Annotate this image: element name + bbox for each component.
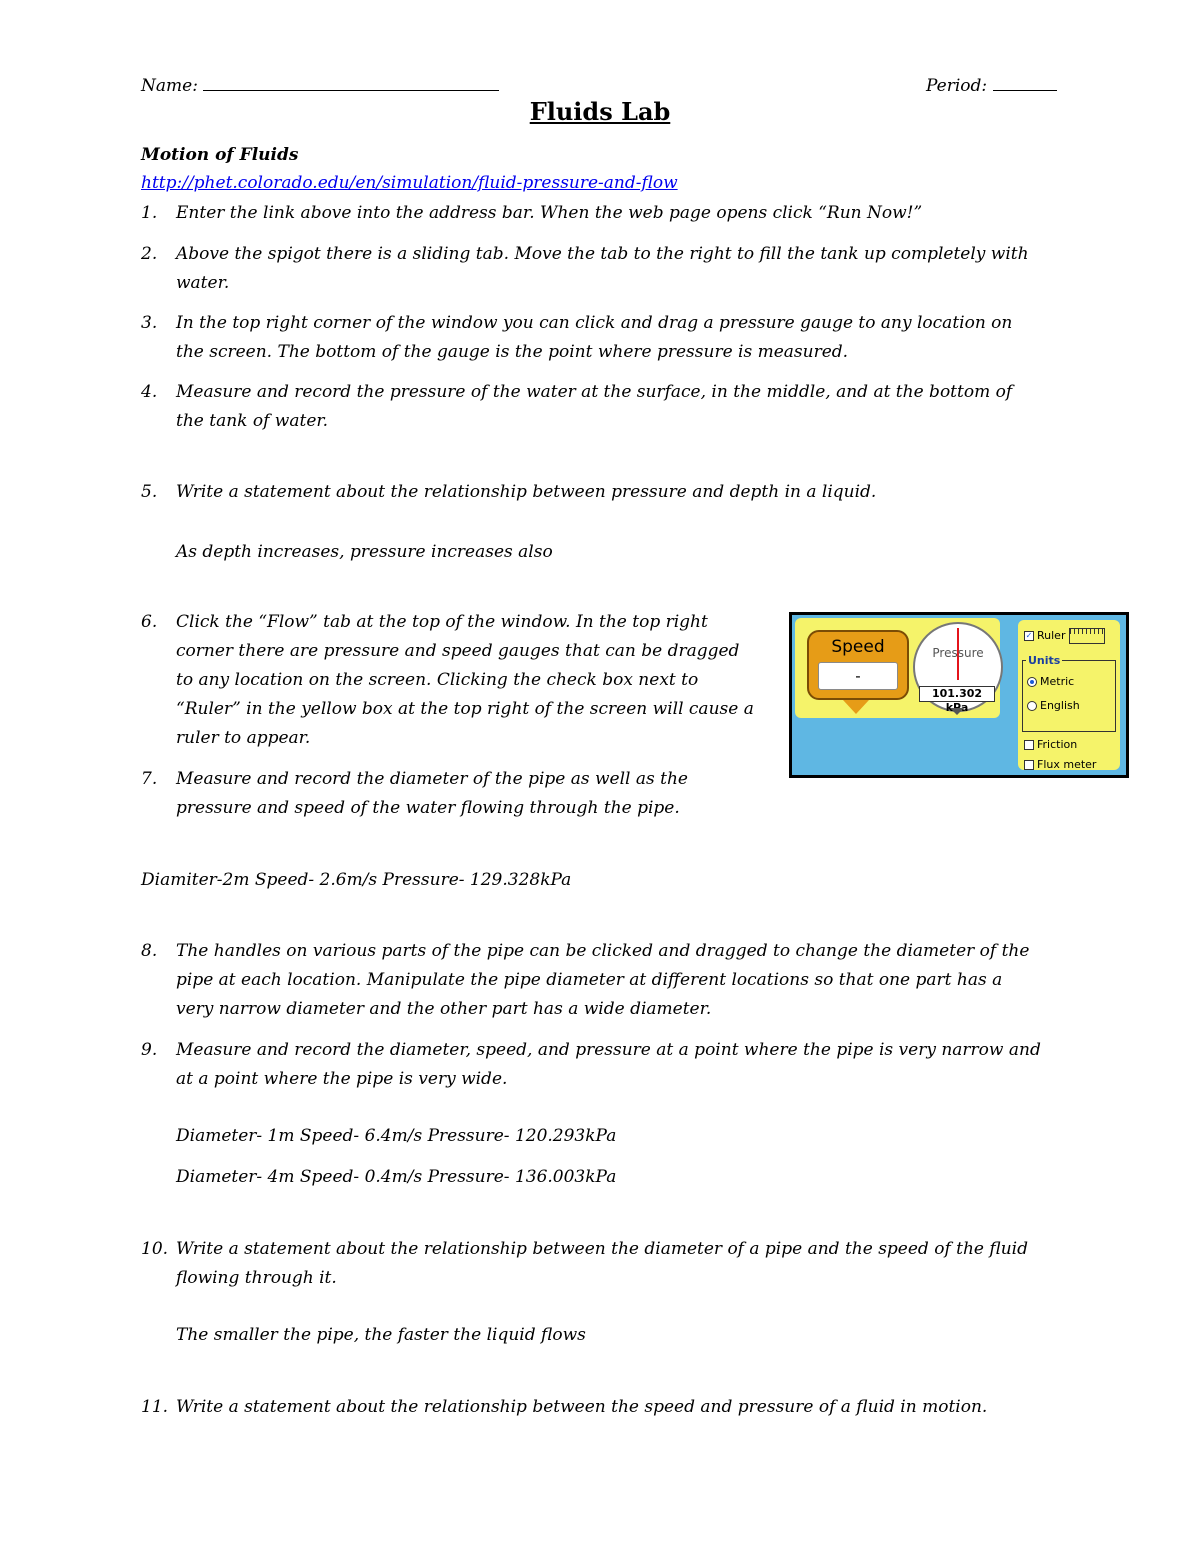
item-number: 11. bbox=[141, 1397, 169, 1417]
item-7-text bbox=[176, 765, 776, 823]
item-number: 5. bbox=[141, 482, 158, 502]
item-line: water. bbox=[176, 273, 230, 293]
name-label: Name: bbox=[141, 76, 198, 96]
answer-5: As depth increases, pressure increases also bbox=[176, 542, 553, 562]
period-label: Period: bbox=[926, 76, 988, 96]
answer-7: Diamiter-2m Speed- 2.6m/s Pressure- 129.328kPa bbox=[141, 870, 572, 890]
ruler-checkbox-icon[interactable]: ✓ bbox=[1025, 631, 1033, 640]
item-line: In the top right corner of the window you can click and drag a pressure gauge to any location on bbox=[176, 313, 1013, 333]
english-option[interactable] bbox=[1027, 699, 1080, 712]
item-line: Click the “Flow” tab at the top of the window. In the top right bbox=[176, 612, 708, 632]
simulation-link[interactable]: http://phet.colorado.edu/en/simulation/fluid-pressure-and-flow bbox=[141, 173, 678, 193]
speed-pointer-icon bbox=[843, 700, 869, 714]
metric-radio-icon[interactable] bbox=[1027, 677, 1037, 687]
simulation-screenshot bbox=[789, 612, 1129, 778]
item-2-text bbox=[176, 240, 1076, 298]
ruler-label: Ruler bbox=[1037, 629, 1066, 642]
item-line: Write a statement about the relationship between the speed and pressure of a fluid in motion. bbox=[176, 1397, 988, 1417]
name-blank[interactable] bbox=[203, 72, 499, 91]
ruler-option[interactable] bbox=[1024, 628, 1105, 644]
item-6-text bbox=[176, 608, 776, 753]
item-number: 9. bbox=[141, 1040, 158, 1060]
item-line: flowing through it. bbox=[176, 1268, 337, 1288]
item-line: the tank of water. bbox=[176, 411, 329, 431]
item-number: 10. bbox=[141, 1239, 169, 1259]
item-number: 1. bbox=[141, 203, 158, 223]
metric-option[interactable] bbox=[1027, 675, 1074, 688]
item-number: 6. bbox=[141, 612, 158, 632]
item-line: ruler to appear. bbox=[176, 728, 311, 748]
speed-gauge[interactable] bbox=[807, 630, 909, 700]
gauge-reading: 101.302 kPa bbox=[919, 686, 995, 702]
item-line: Write a statement about the relationship between pressure and depth in a liquid. bbox=[176, 482, 877, 502]
item-3-text bbox=[176, 309, 1076, 367]
item-number: 2. bbox=[141, 244, 158, 264]
item-line: Measure and record the diameter, speed, and pressure at a point where the pipe is very narrow and bbox=[176, 1040, 1041, 1060]
answer-10: The smaller the pipe, the faster the liquid flows bbox=[176, 1325, 586, 1345]
metric-label: Metric bbox=[1040, 675, 1075, 688]
ruler-icon bbox=[1069, 628, 1105, 644]
item-line: at a point where the pipe is very wide. bbox=[176, 1069, 508, 1089]
item-line: to any location on the screen. Clicking the check box next to bbox=[176, 670, 699, 690]
flux-checkbox-icon[interactable] bbox=[1024, 760, 1034, 770]
item-9-text bbox=[176, 1036, 1076, 1094]
friction-option[interactable] bbox=[1024, 738, 1077, 751]
page-title: Fluids Lab bbox=[529, 97, 671, 126]
pressure-gauge[interactable] bbox=[913, 622, 1003, 712]
item-line: pressure and speed of the water flowing through the pipe. bbox=[176, 798, 680, 818]
item-11-text bbox=[176, 1393, 1076, 1422]
english-radio-icon[interactable] bbox=[1027, 701, 1037, 711]
item-number: 3. bbox=[141, 313, 158, 333]
item-5-text bbox=[176, 478, 1076, 507]
item-number: 8. bbox=[141, 941, 158, 961]
item-line: corner there are pressure and speed gauges that can be dragged bbox=[176, 641, 740, 661]
item-4-text bbox=[176, 378, 1076, 436]
item-number: 7. bbox=[141, 769, 158, 789]
gauge-label: Pressure bbox=[932, 646, 984, 660]
item-line: Write a statement about the relationship between the diameter of a pipe and the speed of the fluid bbox=[176, 1239, 1028, 1259]
item-line: Above the spigot there is a sliding tab. Move the tab to the right to fill the tank up completely with bbox=[176, 244, 1029, 264]
item-line: The handles on various parts of the pipe can be clicked and dragged to change the diameter of the bbox=[176, 941, 1030, 961]
friction-checkbox-icon[interactable] bbox=[1024, 740, 1034, 750]
period-blank[interactable] bbox=[993, 72, 1057, 91]
item-line: pipe at each location. Manipulate the pipe diameter at different locations so that one part has a bbox=[176, 970, 1003, 990]
units-title: Units bbox=[1028, 654, 1061, 667]
friction-label: Friction bbox=[1037, 738, 1078, 751]
gauge-panel bbox=[795, 618, 1000, 718]
gauge-tip-icon bbox=[950, 708, 964, 715]
speed-label: Speed bbox=[831, 637, 885, 657]
item-8-text bbox=[176, 937, 1076, 1024]
control-panel bbox=[1018, 620, 1120, 770]
english-label: English bbox=[1040, 699, 1080, 712]
item-number: 4. bbox=[141, 382, 158, 402]
item-line: “Ruler” in the yellow box at the top right of the screen will cause a bbox=[176, 699, 754, 719]
units-group bbox=[1022, 654, 1116, 732]
item-10-text bbox=[176, 1235, 1076, 1293]
item-line: very narrow diameter and the other part has a wide diameter. bbox=[176, 999, 712, 1019]
item-line: Enter the link above into the address bar. When the web page opens click “Run Now!” bbox=[176, 203, 923, 223]
flux-option[interactable] bbox=[1024, 758, 1096, 771]
item-line: Measure and record the diameter of the pipe as well as the bbox=[176, 769, 688, 789]
section-heading: Motion of Fluids bbox=[141, 145, 299, 165]
item-line: Measure and record the pressure of the water at the surface, in the middle, and at the bottom of bbox=[176, 382, 1013, 402]
item-1-text bbox=[176, 199, 1076, 228]
speed-value: - bbox=[818, 662, 898, 690]
answer-9-wide: Diameter- 4m Speed- 0.4m/s Pressure- 136.003kPa bbox=[176, 1167, 617, 1187]
answer-9-narrow: Diameter- 1m Speed- 6.4m/s Pressure- 120.293kPa bbox=[176, 1126, 617, 1146]
item-line: the screen. The bottom of the gauge is the point where pressure is measured. bbox=[176, 342, 849, 362]
flux-label: Flux meter bbox=[1037, 758, 1097, 771]
